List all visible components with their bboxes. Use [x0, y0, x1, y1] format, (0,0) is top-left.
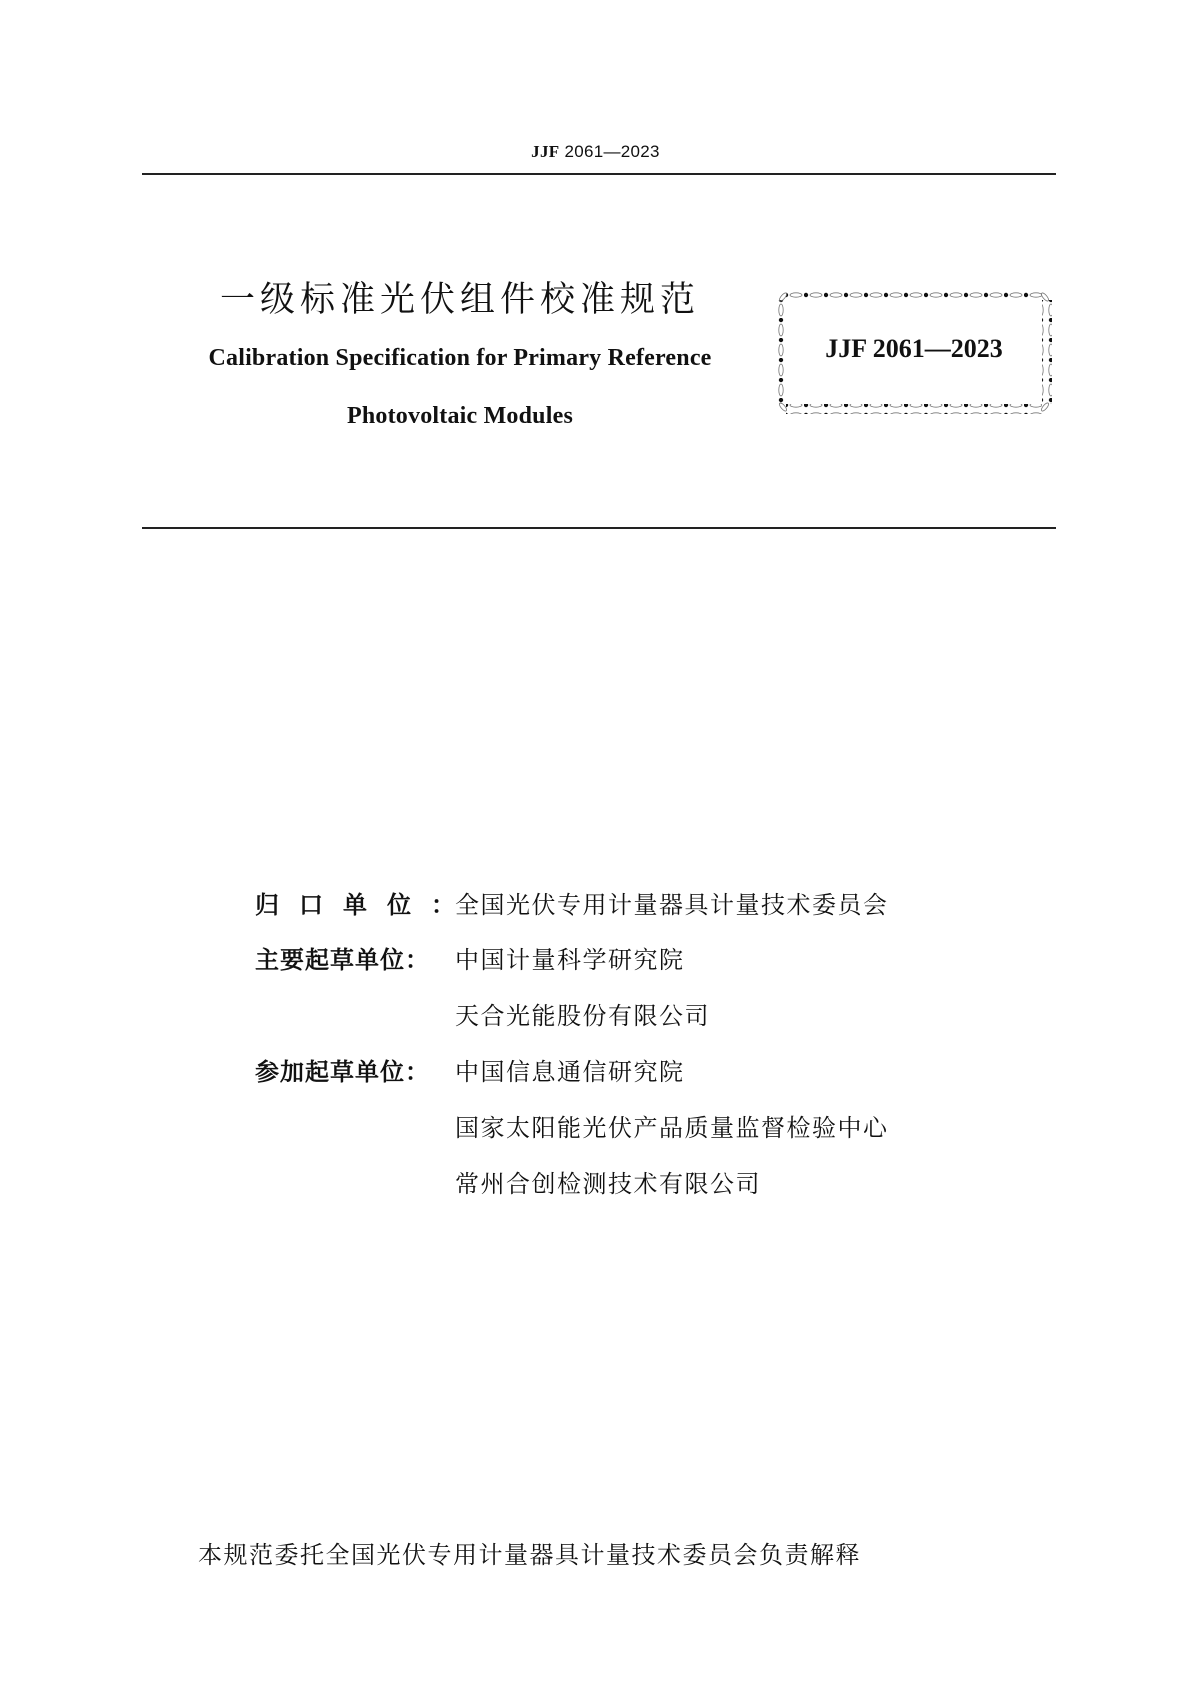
org-value: 国家太阳能光伏产品质量监督检验中心: [455, 1114, 889, 1142]
header-code-number: 2061—2023: [559, 142, 660, 161]
specification-code: JJF 2061—2023: [825, 334, 1003, 363]
title-divider: [142, 527, 1056, 529]
title-english-line1: Calibration Specification for Primary Reference: [208, 345, 712, 371]
header-divider: [142, 173, 1056, 175]
org-value: 全国光伏专用计量器具计量技术委员会: [455, 891, 889, 919]
org-label: 归口单位：: [255, 891, 475, 919]
org-label: 参加起草单位：: [255, 1058, 430, 1086]
org-value: 中国信息通信研究院: [455, 1058, 685, 1086]
org-label: 主要起草单位：: [255, 946, 430, 974]
title-english-line2: Photovoltaic Modules: [347, 403, 573, 429]
org-value: 中国计量科学研究院: [455, 946, 685, 974]
org-value: 天合光能股份有限公司: [455, 1002, 710, 1030]
title-chinese: 一级标准光伏组件校准规范: [219, 280, 700, 320]
interpretation-note: 本规范委托全国光伏专用计量器具计量技术委员会负责解释: [198, 1541, 861, 1569]
org-value: 常州合创检测技术有限公司: [455, 1170, 761, 1198]
header-code-prefix: JJF: [531, 142, 560, 161]
specification-code-box: [776, 290, 1052, 414]
running-header: [0, 142, 1191, 162]
